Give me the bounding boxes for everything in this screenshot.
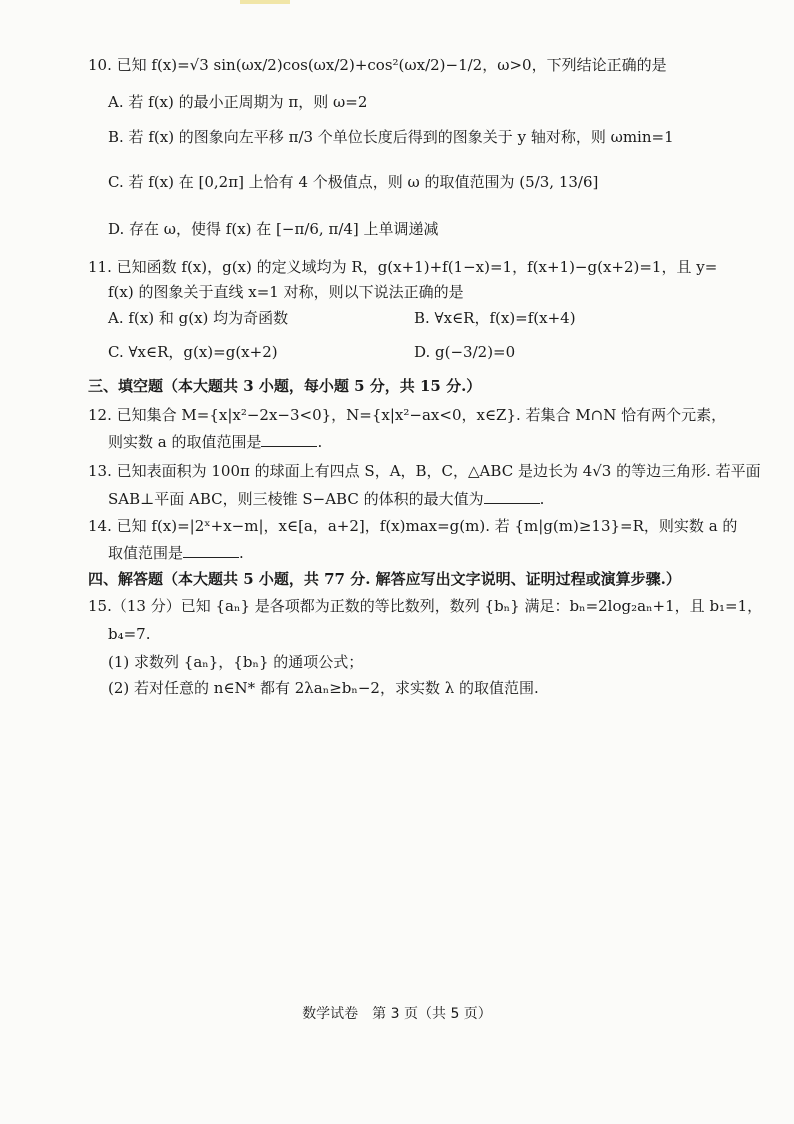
q15-line2: b₄=7.	[108, 625, 151, 643]
q15-line1: 15.（13 分）已知 {aₙ} 是各项都为正数的等比数列，数列 {bₙ} 满足：bₙ=2log₂aₙ+1，且 b₁=1，	[88, 597, 763, 615]
q12-period: .	[317, 433, 323, 451]
q12-line2-text: 则实数 a 的取值范围是	[108, 433, 262, 451]
highlight-mark	[240, 0, 290, 4]
q11-stem-line1: 11. 已知函数 f(x)，g(x) 的定义域均为 R，g(x+1)+f(1−x)=1，f(x+1)−g(x+2)=1，且 y=	[88, 258, 718, 276]
q10-option-b: B. 若 f(x) 的图象向左平移 π/3 个单位长度后得到的图象关于 y 轴对称，则 ωmin=1	[108, 128, 674, 146]
q10-stem: 10. 已知 f(x)=√3 sin(ωx/2)cos(ωx/2)+cos²(ωx/2)−1/2，ω>0，下列结论正确的是	[88, 56, 667, 74]
page-footer: 数学试卷 第 3 页（共 5 页）	[302, 1006, 492, 1022]
q13-line1: 13. 已知表面积为 100π 的球面上有四点 S，A，B，C，△ABC 是边长为 4√3 的等边三角形. 若平面	[88, 462, 761, 480]
q12-line2	[108, 432, 322, 452]
q15-part-1: (1) 求数列 {aₙ}，{bₙ} 的通项公式；	[108, 653, 364, 671]
q11-option-b: B. ∀x∈R，f(x)=f(x+4)	[414, 309, 576, 327]
q10-option-d: D. 存在 ω，使得 f(x) 在 [−π/6, π/4] 上单调递减	[108, 220, 439, 238]
q12-line1: 12. 已知集合 M={x|x²−2x−3<0}，N={x|x²−ax<0，x∈Z}. 若集合 M∩N 恰有两个元素，	[88, 406, 727, 424]
q11-option-d: D. g(−3/2)=0	[414, 343, 516, 361]
q12-answer-blank[interactable]	[261, 432, 317, 447]
q14-answer-blank[interactable]	[183, 543, 239, 558]
section-3-heading: 三、填空题（本大题共 3 小题，每小题 5 分，共 15 分.）	[88, 377, 482, 395]
q11-option-c: C. ∀x∈R，g(x)=g(x+2)	[108, 343, 278, 361]
q14-period: .	[239, 544, 244, 562]
q13-line2	[108, 489, 544, 509]
q14-line2	[108, 543, 244, 563]
section-4-heading: 四、解答题（本大题共 5 小题，共 77 分. 解答应写出文字说明、证明过程或演算步骤.）	[88, 570, 681, 588]
q13-period: .	[539, 490, 545, 508]
q14-line1: 14. 已知 f(x)=|2ˣ+x−m|，x∈[a，a+2]，f(x)max=g(m). 若 {m|g(m)≥13}=R，则实数 a 的	[88, 517, 738, 535]
q10-option-a: A. 若 f(x) 的最小正周期为 π，则 ω=2	[108, 93, 368, 111]
q11-option-a: A. f(x) 和 g(x) 均为奇函数	[108, 309, 289, 327]
q15-part-2: (2) 若对任意的 n∈N* 都有 2λaₙ≥bₙ−2，求实数 λ 的取值范围.	[108, 679, 539, 697]
q13-line2-text: SAB⊥平面 ABC，则三棱锥 S−ABC 的体积的最大值为	[108, 490, 484, 508]
q14-line2-text: 取值范围是	[108, 544, 184, 562]
q13-answer-blank[interactable]	[484, 489, 540, 504]
q10-option-c: C. 若 f(x) 在 [0,2π] 上恰有 4 个极值点，则 ω 的取值范围为 (5/3, 13/6]	[108, 173, 599, 191]
q11-stem-line2: f(x) 的图象关于直线 x=1 对称，则以下说法正确的是	[108, 283, 464, 301]
